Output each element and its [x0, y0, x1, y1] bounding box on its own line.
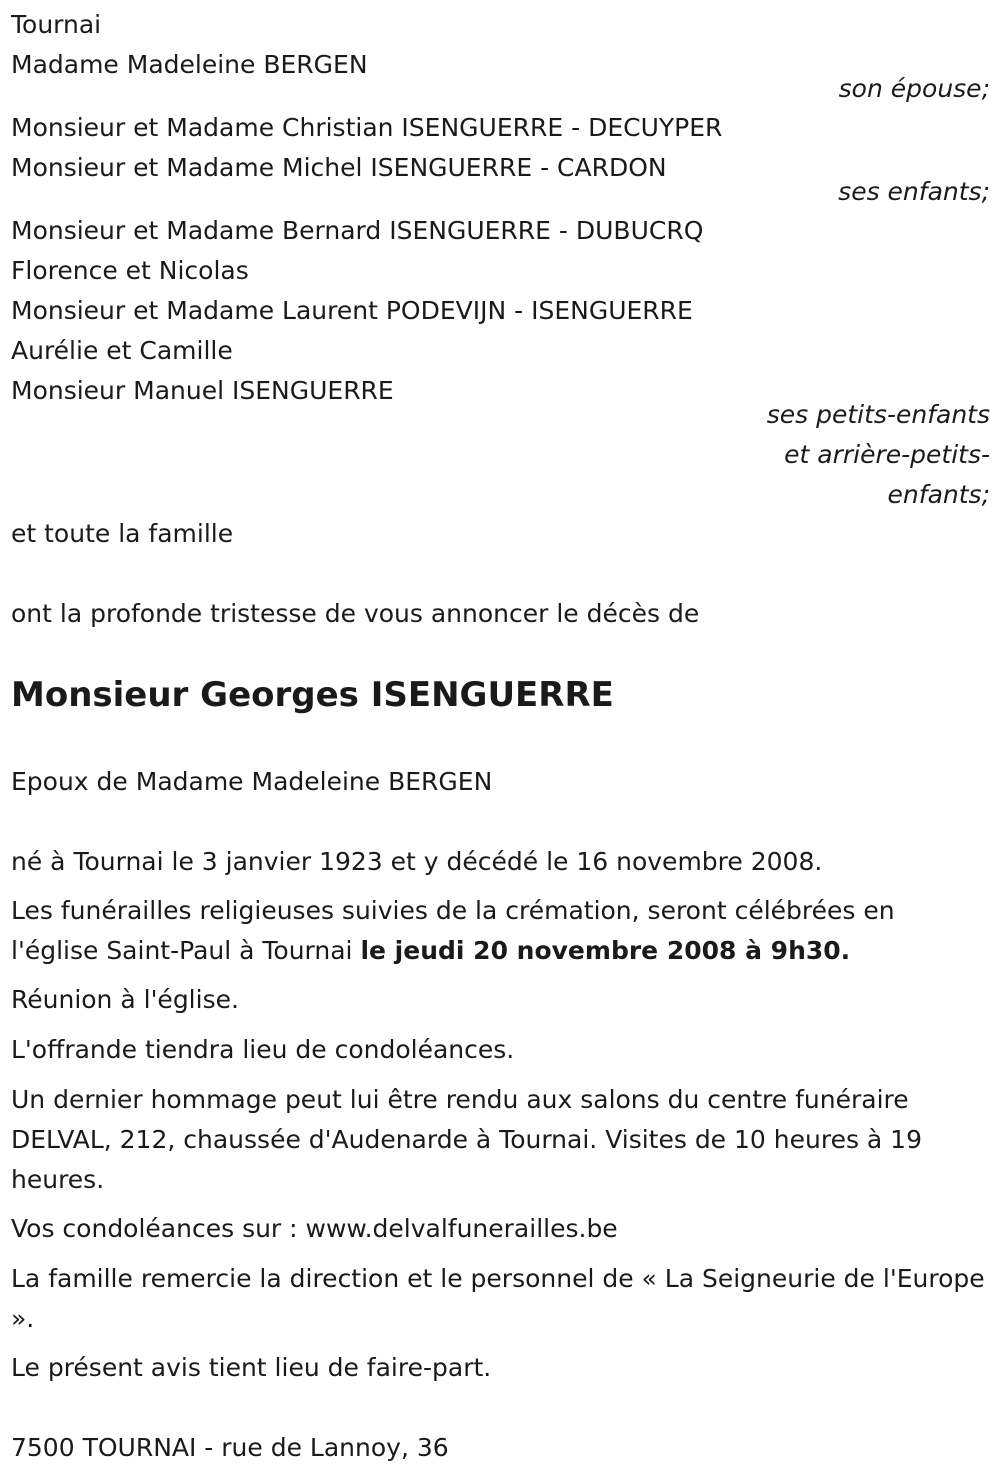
- deceased-spouse-line: Epoux de Madame Madeleine BERGEN: [11, 767, 493, 796]
- rest-of-family: et toute la famille: [11, 519, 234, 548]
- grandchild-name: Monsieur et Madame Laurent PODEVIJN - ISENGUERRE: [11, 296, 693, 325]
- child-name: Monsieur et Madame Christian ISENGUERRE - DECUYPER: [11, 113, 723, 142]
- grandchildren-relation-line: et arrière-petits-: [784, 440, 990, 469]
- funeral-text: Les funérailles religieuses suivies de la crémation, seront célébrées en l'église Saint-Paul à Tournai: [11, 896, 895, 965]
- announcement-text: ont la profonde tristesse de vous annoncer le décès de: [11, 599, 700, 628]
- birth-death-text: né à Tournai le 3 janvier 1923 et y décédé le 16 novembre 2008.: [11, 847, 823, 876]
- address-text: 7500 TOURNAI - rue de Lannoy, 36: [11, 1433, 449, 1462]
- funeral-paragraph: [11, 891, 986, 971]
- child-name: Monsieur et Madame Michel ISENGUERRE - CARDON: [11, 153, 667, 182]
- grandchildren-relation-line: enfants;: [887, 480, 990, 509]
- tribute-paragraph: Un dernier hommage peut lui être rendu aux salons du centre funéraire DELVAL, 212, chaussée d'Audenarde à Tournai. Visites de 10 heures à 19 heures.: [11, 1085, 922, 1194]
- spouse-name: Madame Madeleine BERGEN: [11, 50, 368, 79]
- notice-text: Le présent avis tient lieu de faire-part.: [11, 1353, 492, 1382]
- children-relation: ses enfants;: [838, 177, 990, 206]
- offering-text: L'offrande tiendra lieu de condoléances.: [11, 1035, 515, 1064]
- funeral-date: le jeudi 20 novembre 2008 à 9h30.: [360, 936, 851, 965]
- grandchild-name: Monsieur Manuel ISENGUERRE: [11, 376, 394, 405]
- grandchild-name: Florence et Nicolas: [11, 256, 249, 285]
- spouse-relation: son épouse;: [838, 74, 990, 103]
- grandchild-name: Aurélie et Camille: [11, 336, 233, 365]
- meeting-text: Réunion à l'église.: [11, 985, 239, 1014]
- condolences-text: Vos condoléances sur : www.delvalfunerailles.be: [11, 1214, 618, 1243]
- grandchildren-relation-line: ses petits-enfants: [766, 400, 990, 429]
- thanks-paragraph: La famille remercie la direction et le personnel de « La Seigneurie de l'Europe ».: [11, 1264, 985, 1333]
- deceased-name: Monsieur Georges ISENGUERRE: [11, 675, 614, 715]
- city-heading: Tournai: [11, 10, 102, 39]
- grandchild-name: Monsieur et Madame Bernard ISENGUERRE - DUBUCRQ: [11, 216, 704, 245]
